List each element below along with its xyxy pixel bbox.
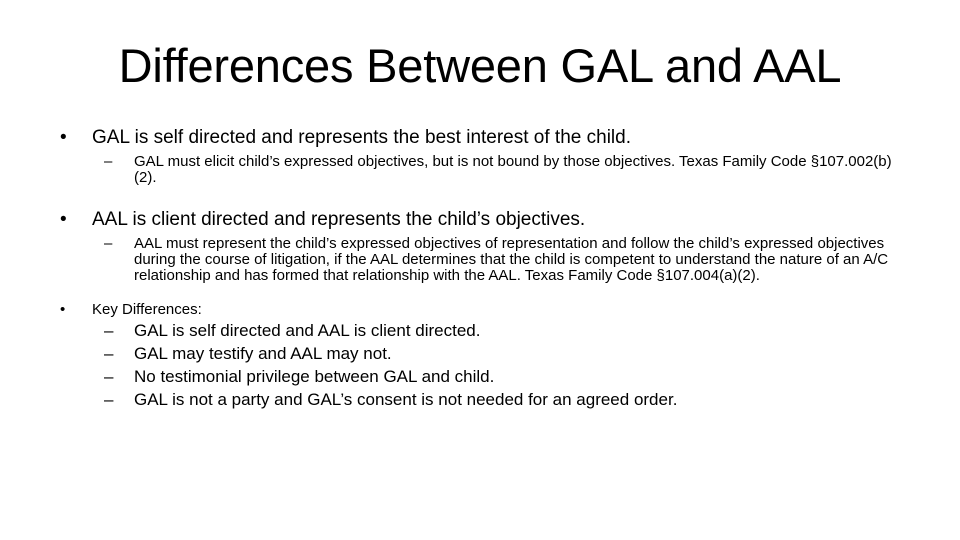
- sub-bullet-gal-objectives: [60, 154, 910, 186]
- bullet-dot-icon: •: [60, 209, 67, 230]
- key-difference-text: GAL may testify and AAL may not.: [134, 344, 392, 363]
- bullet-text: GAL is self directed and represents the best interest of the child.: [92, 127, 631, 148]
- slide-title: Differences Between GAL and AAL: [118, 39, 842, 92]
- dash-icon: –: [104, 235, 113, 252]
- key-difference-text: GAL is not a party and GAL’s consent is not needed for an agreed order.: [134, 390, 678, 409]
- key-difference-text: No testimonial privilege between GAL and child.: [134, 367, 495, 386]
- sub-bullet-text: AAL must represent the child’s expressed objectives of representation and follow the child’s expressed objectives during the course of litigation, if the AAL determines that the child is competent to understand the nature of an A/C relationship and has formed that relationship with the AAL. Texas Family Code §107.004(a)(2).: [134, 235, 889, 284]
- bullet-dot-icon: •: [60, 301, 66, 318]
- key-difference-text: GAL is self directed and AAL is client directed.: [134, 321, 481, 340]
- sub-bullet-aal-objectives: [60, 236, 910, 284]
- bullet-gal: [60, 126, 910, 150]
- dash-icon: –: [104, 390, 114, 409]
- bullet-text: Key Differences:: [92, 301, 202, 318]
- bullet-text: AAL is client directed and represents the child’s objectives.: [92, 209, 586, 230]
- slide-body: [60, 120, 910, 411]
- sub-bullet-text: GAL must elicit child’s expressed objectives, but is not bound by those objectives. Texas Family Code §107.002(b)(2).: [134, 153, 892, 186]
- key-difference-item: [60, 388, 910, 411]
- dash-icon: –: [104, 321, 114, 340]
- key-difference-item: [60, 319, 910, 342]
- dash-icon: –: [104, 153, 113, 170]
- dash-icon: –: [104, 367, 114, 386]
- dash-icon: –: [104, 344, 114, 363]
- key-difference-item: [60, 342, 910, 365]
- bullet-key-differences: [60, 300, 910, 319]
- bullet-aal: [60, 208, 910, 232]
- key-difference-item: [60, 365, 910, 388]
- bullet-dot-icon: •: [60, 127, 67, 148]
